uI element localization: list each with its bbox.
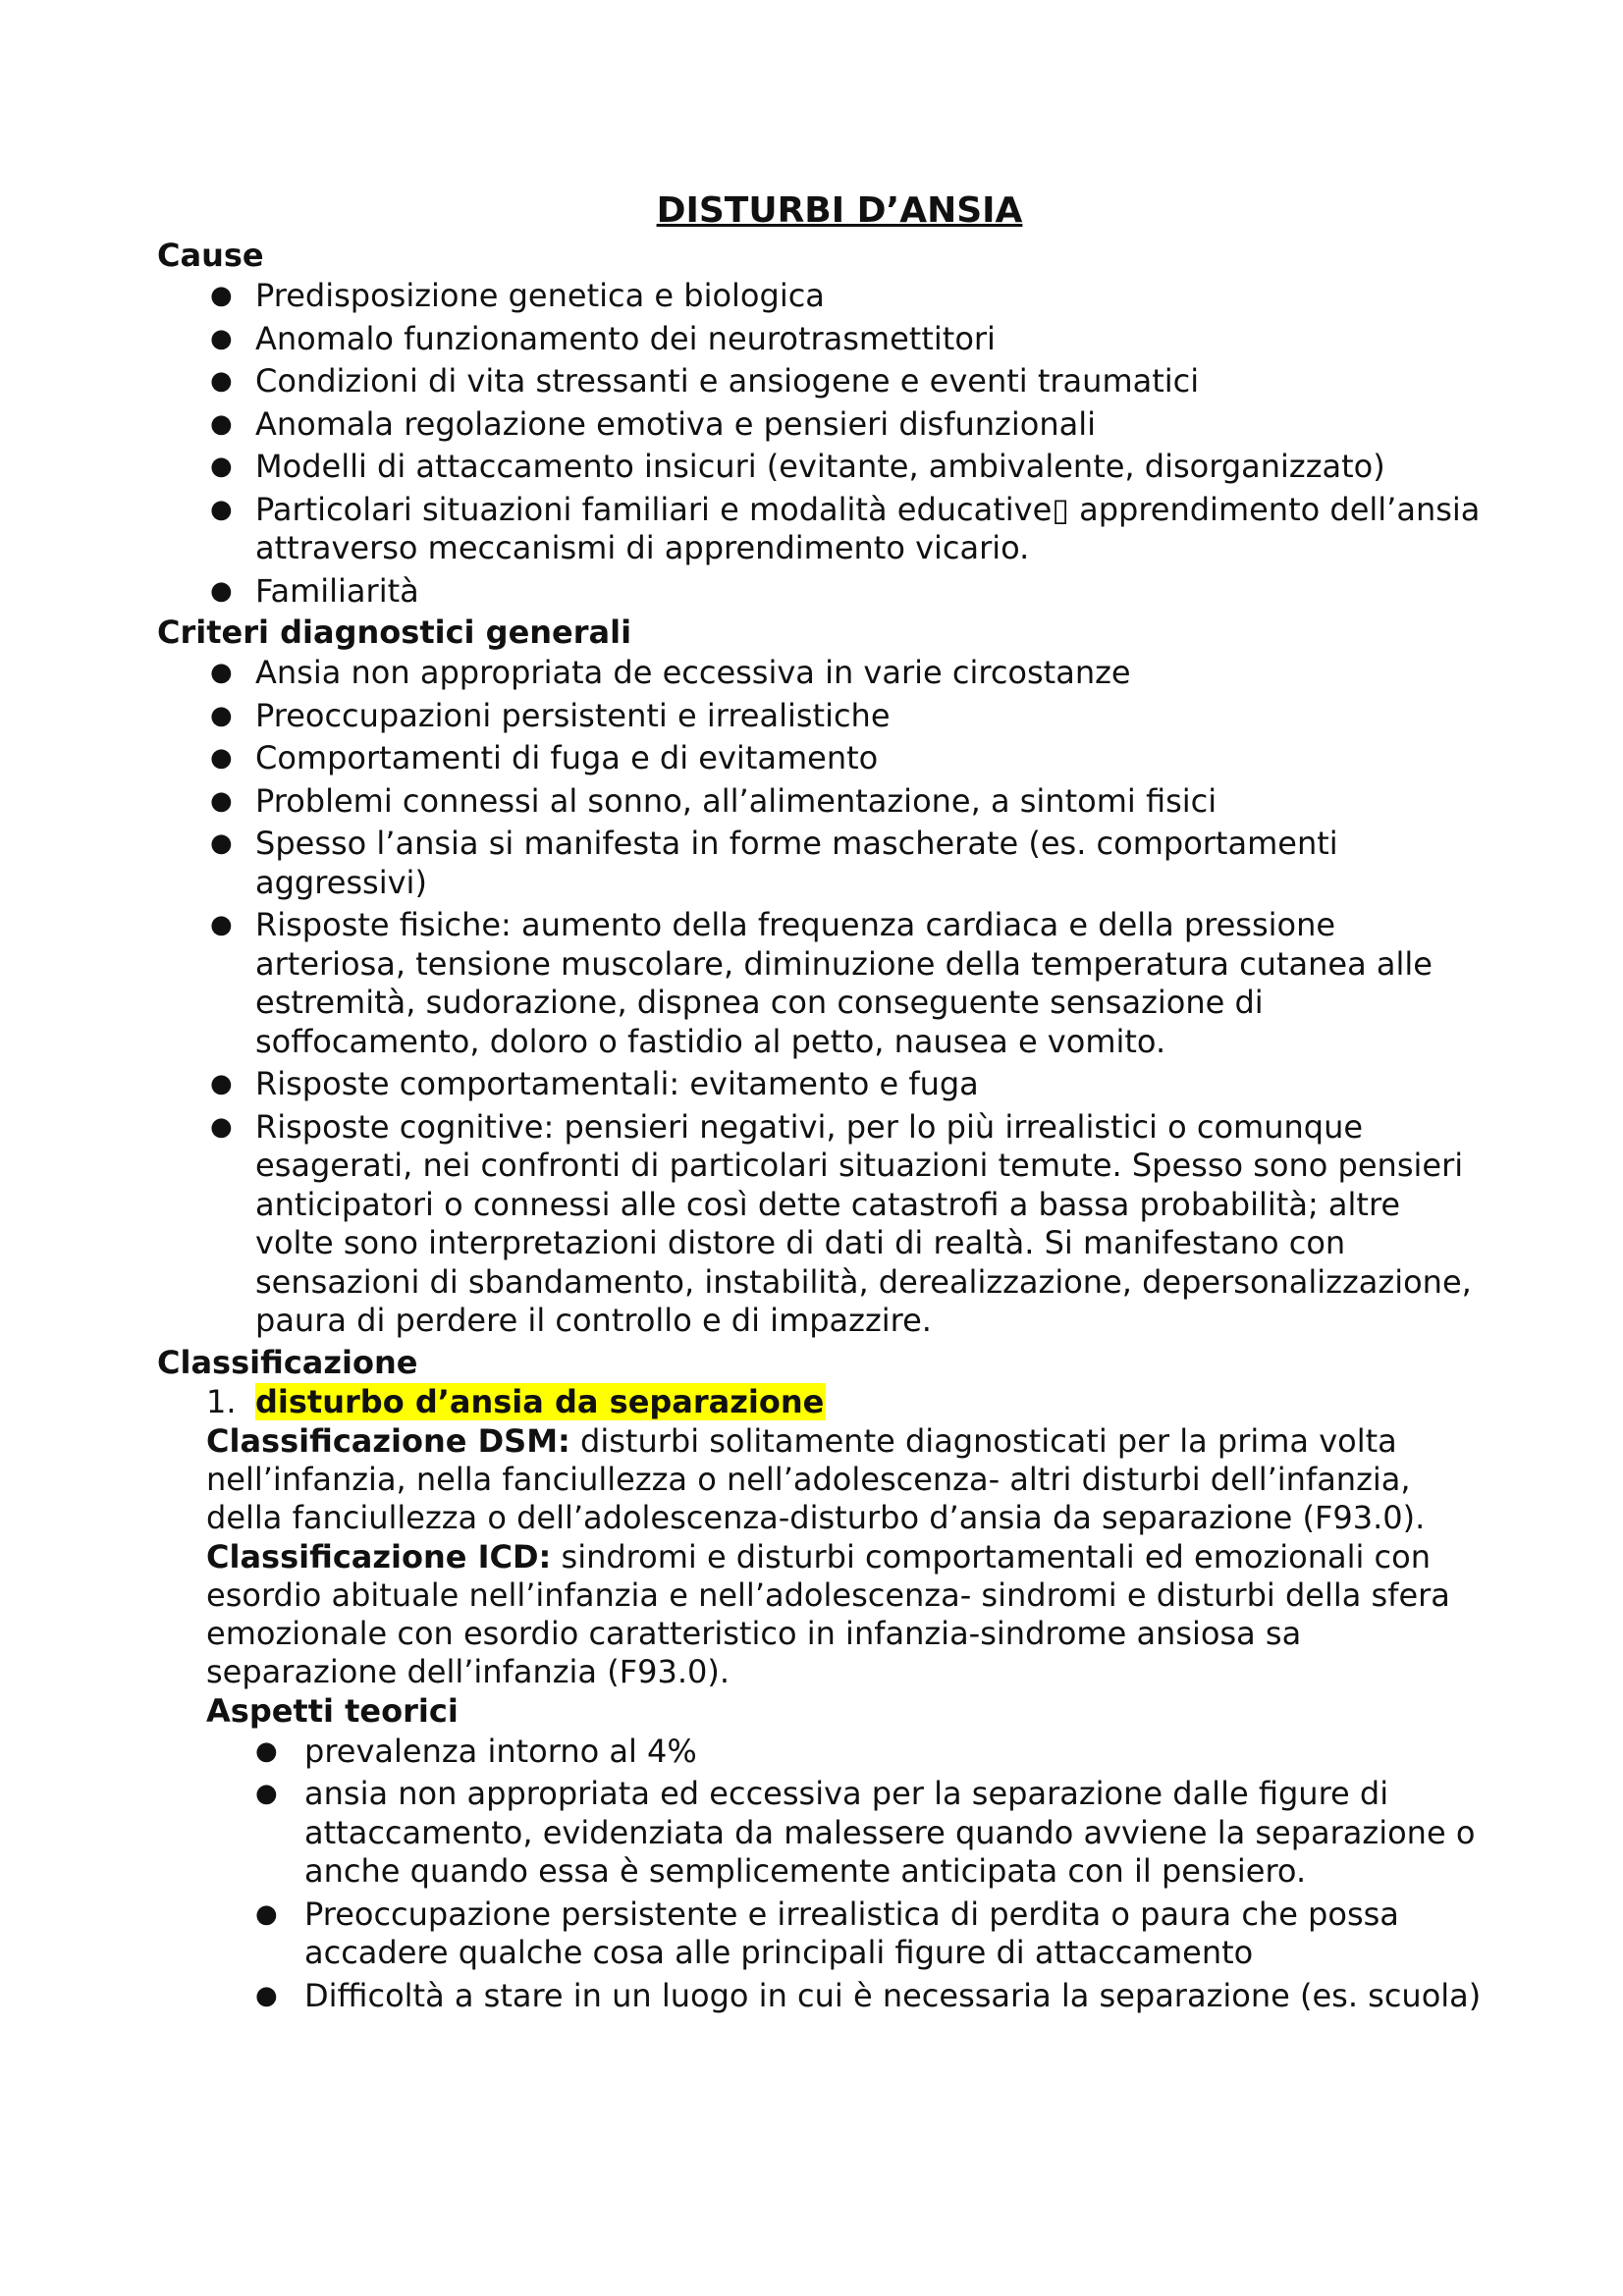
section-heading-criteri: Criteri diagnostici generali (157, 614, 632, 651)
list-item: ● Difficoltà a stare in un luogo in cui è necessaria la separazione (es. scuola) (255, 1976, 1482, 2014)
icd-text: sindromi e disturbi comportamentali ed emozionali con esordio abituale nell’infanzia e nell’adolescenza- sindromi e disturbi della sfera emozionale con esordio caratteristico in infanzia-sindrome ansiosa sa separazione dell’infanzia (F93.0). (206, 1537, 1450, 1690)
criteri-list (157, 652, 1483, 1343)
bullet-icon: ● (210, 452, 233, 481)
bullet-icon: ● (210, 910, 233, 939)
classificazione-block (157, 1382, 1483, 2018)
list-item: ● Anomala regolazione emotiva e pensieri disfunzionali (210, 404, 1096, 443)
list-item: ● Anomalo funzionamento dei neurotrasmettitori (210, 319, 996, 357)
bullet-icon: ● (255, 1779, 278, 1808)
bullet-icon: ● (210, 700, 233, 730)
list-item: ● Spesso l’ansia si manifesta in forme mascherate (es. comportamenti aggressivi) (210, 825, 1338, 901)
item-number: 1. (206, 1382, 237, 1420)
list-item: ● Predisposizione genetica e biologica (210, 277, 825, 314)
bullet-icon: ● (210, 1111, 233, 1142)
bullet-icon: ● (210, 323, 233, 353)
icd-label: Classificazione ICD: (206, 1537, 552, 1575)
numbered-item (206, 1382, 1483, 1421)
list-item: ● Modelli di attaccamento insicuri (evitante, ambivalente, disorganizzato) (210, 448, 1385, 485)
bullet-icon: ● (255, 1735, 278, 1766)
section-heading-classificazione: Classificazione (157, 1343, 418, 1381)
dsm-label: Classificazione DSM: (206, 1421, 570, 1460)
page-title: DISTURBI D’ANSIA (656, 190, 1023, 231)
dsm-paragraph (206, 1421, 1483, 1537)
bullet-icon: ● (210, 658, 233, 687)
list-item: ● Comportamenti di fuga e di evitamento (210, 739, 879, 776)
bullet-icon: ● (210, 408, 233, 439)
bullet-icon: ● (210, 1069, 233, 1098)
list-item: ● Preoccupazioni persistenti e irrealistiche (210, 696, 891, 734)
bullet-icon: ● (210, 785, 233, 816)
document-body (157, 187, 1483, 2017)
list-item: ● prevalenza intorno al 4% (255, 1732, 697, 1770)
list-item: ● Familiarità (210, 571, 419, 610)
bullet-icon: ● (255, 1898, 278, 1929)
icd-paragraph (206, 1537, 1483, 1691)
aspetti-teorici-heading: Aspetti teorici (206, 1691, 459, 1730)
cause-list (157, 275, 1483, 613)
list-item: ● Risposte cognitive: pensieri negativi, per lo più irrealistici o comunque esagerati, nei confronti di particolari situazioni temute. Spesso sono pensieri anticipatori o connessi alle così dette catastrofi a bassa probabilità; altre volte sono interpretazioni distore di dati di realtà. Si manifestano con sensazioni di sbandamento, instabilità, derealizzazione, depersonalizzazione, paura di perdere il controllo e di impazzire. (210, 1107, 1472, 1339)
bullet-icon: ● (210, 743, 233, 773)
list-item: ● Condizioni di vita stressanti e ansiogene e eventi traumatici (210, 362, 1200, 400)
highlighted-item-title: disturbo d’ansia da separazione (255, 1382, 825, 1420)
bullet-icon: ● (210, 494, 233, 524)
dsm-text: disturbi solitamente diagnosticati per la prima volta nell’infanzia, nella fanciullezza o nell’adolescenza- altri disturbi dell’infanzia, della fanciullezza o dell’adolescenza-disturbo d’ansia da separazione (F93.0). (206, 1421, 1426, 1536)
bullet-icon: ● (210, 366, 233, 396)
list-item: ● Problemi connessi al sonno, all’alimentazione, a sintomi fisici (210, 781, 1217, 820)
aspetti-list (206, 1731, 1483, 2018)
list-item: ● Particolari situazioni familiari e modalità educative▯ apprendimento dell’ansia attraverso meccanismi di apprendimento vicario. (210, 490, 1481, 566)
list-item: ● ansia non appropriata ed eccessiva per la separazione dalle figure di attaccamento, evidenziata da malessere quando avviene la separazione o anche quando essa è semplicemente anticipata con il pensiero. (255, 1775, 1476, 1890)
bullet-icon: ● (210, 828, 233, 858)
bullet-icon: ● (210, 575, 233, 606)
list-item: ● Preoccupazione persistente e irrealistica di perdita o paura che possa accadere qualche cosa alle principali figure di attaccamento (255, 1895, 1399, 1971)
list-item: ● Risposte fisiche: aumento della frequenza cardiaca e della pressione arteriosa, tensione muscolare, diminuzione della temperatura cutanea alle estremità, sudorazione, dispnea con conseguente sensazione di soffocamento, doloro o fastidio al petto, nausea e vomito. (210, 906, 1433, 1060)
section-heading-cause: Cause (157, 237, 264, 274)
bullet-icon: ● (255, 1980, 278, 2010)
list-item: ● Ansia non appropriata de eccessiva in varie circostanze (210, 654, 1131, 691)
list-item: ● Risposte comportamentali: evitamento e fuga (210, 1065, 979, 1102)
bullet-icon: ● (210, 281, 233, 310)
